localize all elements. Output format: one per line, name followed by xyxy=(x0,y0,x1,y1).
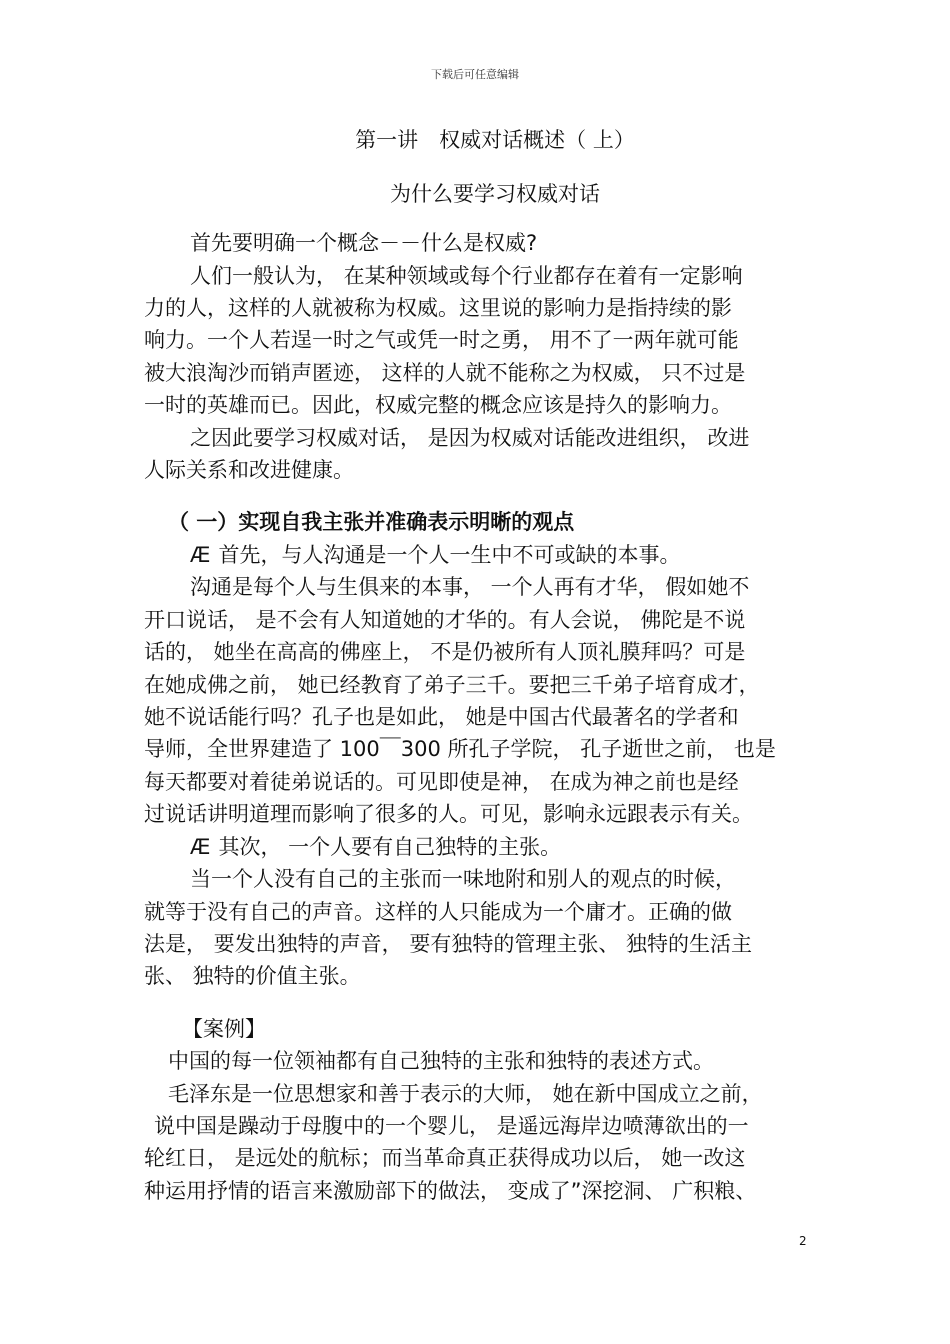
bullet-symbol: Æ xyxy=(190,835,211,859)
paragraph-line: 人际关系和改进健康。 xyxy=(144,458,354,482)
paragraph-line: 张、 独特的价值主张。 xyxy=(144,964,361,988)
paragraph-line: 在她成佛之前， 她已经教育了弟子三千。要把三千弟子培育成才， xyxy=(144,673,760,697)
paragraph-line: 当一个人没有自己的主张而一味地附和别人的观点的时候， xyxy=(190,867,736,891)
paragraph-line: 中国的每一位领袖都有自己独特的主张和独特的表述方式。 xyxy=(168,1049,714,1073)
paragraph-line: 被大浪淘沙而销声匿迹， 这样的人就不能称之为权威， 只不过是 xyxy=(144,361,746,385)
paragraph-line: 就等于没有自己的声音。这样的人只能成为一个庸才。正确的做 xyxy=(144,900,732,924)
lecture-title: 第一讲 权威对话概述（ 上） xyxy=(355,128,635,152)
paragraph-line: 法是， 要发出独特的声音， 要有独特的管理主张、 独特的生活主 xyxy=(144,932,753,956)
paragraph-line: 毛泽东是一位思想家和善于表示的大师， 她在新中国成立之前， xyxy=(168,1082,763,1106)
paragraph-line: 人们一般认为， 在某种领域或每个行业都存在着有一定影响 xyxy=(190,264,743,288)
paragraph-line: 她不说话能行吗？孔子也是如此， 她是中国古代最著名的学者和 xyxy=(144,705,739,729)
paragraph-line: 轮红日， 是远处的航标；而当革命真正获得成功以后， 她一改这 xyxy=(144,1146,746,1170)
bullet-symbol: Æ xyxy=(190,543,211,567)
paragraph-line: 首先要明确一个概念－－什么是权威? xyxy=(190,231,538,255)
bullet-line: Æ 其次， 一个人要有自己独特的主张。 xyxy=(190,835,562,859)
paragraph-line: 说中国是躁动于母腹中的一个婴儿， 是遥远海岸边喷薄欲出的一 xyxy=(154,1114,749,1138)
paragraph-line: 话的， 她坐在高高的佛座上， 不是仍被所有人顶礼膜拜吗？可是 xyxy=(144,640,746,664)
paragraph-line: 导师，全世界建造了 100￣300 所孔子学院， 孔子逝世之前， 也是 xyxy=(144,737,776,761)
paragraph-line: 力的人，这样的人就被称为权威。这里说的影响力是指持续的影 xyxy=(144,296,732,320)
paragraph-line: 沟通是每个人与生俱来的本事， 一个人再有才华， 假如她不 xyxy=(190,575,750,599)
page-number: 2 xyxy=(799,1234,807,1248)
paragraph-line: 之因此要学习权威对话， 是因为权威对话能改进组织， 改进 xyxy=(190,426,750,450)
paragraph-line: 过说话讲明道理而影响了很多的人。可见，影响永远跟表示有关。 xyxy=(144,802,753,826)
case-heading: 【案例】 xyxy=(182,1017,266,1041)
section-subtitle: 为什么要学习权威对话 xyxy=(390,182,600,206)
paragraph-line: 一时的英雄而已。因此，权威完整的概念应该是持久的影响力。 xyxy=(144,393,732,417)
paragraph-line: 每天都要对着徒弟说话的。可见即使是神， 在成为神之前也是经 xyxy=(144,770,739,794)
paragraph-line: 响力。一个人若逞一时之气或凭一时之勇， 用不了一两年就可能 xyxy=(144,328,739,352)
bullet-line: Æ 首先，与人沟通是一个人一生中不可或缺的本事。 xyxy=(190,543,681,567)
paragraph-line: 种运用抒情的语言来激励部下的做法， 变成了”深挖洞、 广积粮、 xyxy=(144,1179,757,1203)
paragraph-line: 开口说话， 是不会有人知道她的才华的。有人会说， 佛陀是不说 xyxy=(144,608,746,632)
section-heading: （ 一）实现自我主张并准确表示明晰的观点 xyxy=(168,510,575,534)
page-header: 下载后可任意编辑 xyxy=(431,68,519,81)
